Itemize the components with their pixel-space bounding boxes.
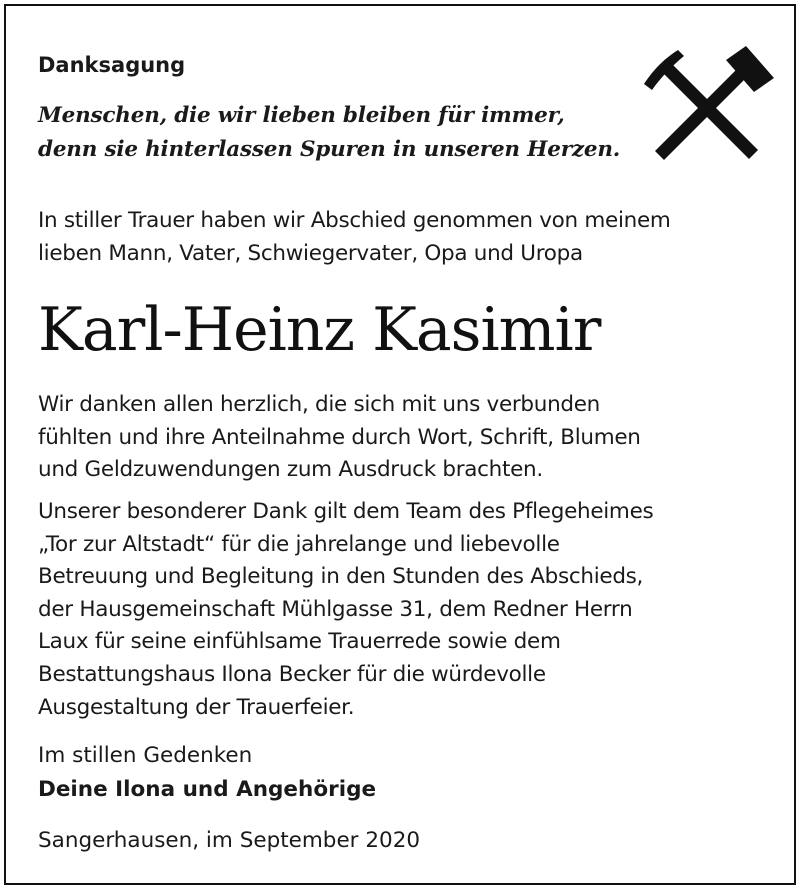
special-thanks-line: Betreuung und Begleitung in den Stunden des Abschieds, bbox=[38, 564, 644, 590]
special-thanks-line: Unserer besonderer Dank gilt dem Team des Pflegeheimes bbox=[38, 499, 654, 524]
thanks-line: und Geldzuwendungen zum Ausdruck brachten. bbox=[38, 457, 543, 482]
special-thanks-line: „Tor zur Altstadt“ für die jahrelange und liebevolle bbox=[38, 531, 560, 557]
special-thanks-line: Ausgestaltung der Trauerfeier. bbox=[38, 694, 355, 720]
thanks-paragraph bbox=[38, 389, 641, 487]
special-thanks-paragraph bbox=[38, 496, 653, 724]
notice-heading: Danksagung bbox=[38, 53, 186, 77]
motto-line: denn sie hinterlassen Spuren in unseren Herzen. bbox=[38, 137, 621, 162]
obituary-notice bbox=[4, 4, 796, 885]
thanks-line: fühlten und ihre Anteilnahme durch Wort, Schrift, Blumen bbox=[38, 424, 641, 450]
hammer-and-pick-icon bbox=[642, 44, 776, 164]
thanks-line: Wir danken allen herzlich, die sich mit uns verbunden bbox=[38, 392, 601, 417]
special-thanks-line: Laux für seine einfühlsame Trauerrede sowie dem bbox=[38, 629, 561, 655]
closing-line: Im stillen Gedenken bbox=[38, 743, 253, 768]
motto-line: Menschen, die wir lieben bleiben für immer, bbox=[38, 103, 565, 128]
motto-quote bbox=[38, 99, 620, 167]
closing-block bbox=[38, 739, 376, 807]
place-and-date: Sangerhausen, im September 2020 bbox=[38, 828, 421, 853]
intro-line: lieben Mann, Vater, Schwiegervater, Opa und Uropa bbox=[38, 241, 583, 266]
signature: Deine Ilona und Angehörige bbox=[38, 777, 377, 802]
deceased-name: Karl-Heinz Kasimir bbox=[38, 295, 601, 365]
special-thanks-line: der Hausgemeinschaft Mühlgasse 31, dem Redner Herrn bbox=[38, 596, 633, 622]
intro-paragraph bbox=[38, 204, 671, 270]
special-thanks-line: Bestattungshaus Ilona Becker für die würdevolle bbox=[38, 661, 546, 687]
intro-line: In stiller Trauer haben wir Abschied genommen von meinem bbox=[38, 208, 671, 233]
